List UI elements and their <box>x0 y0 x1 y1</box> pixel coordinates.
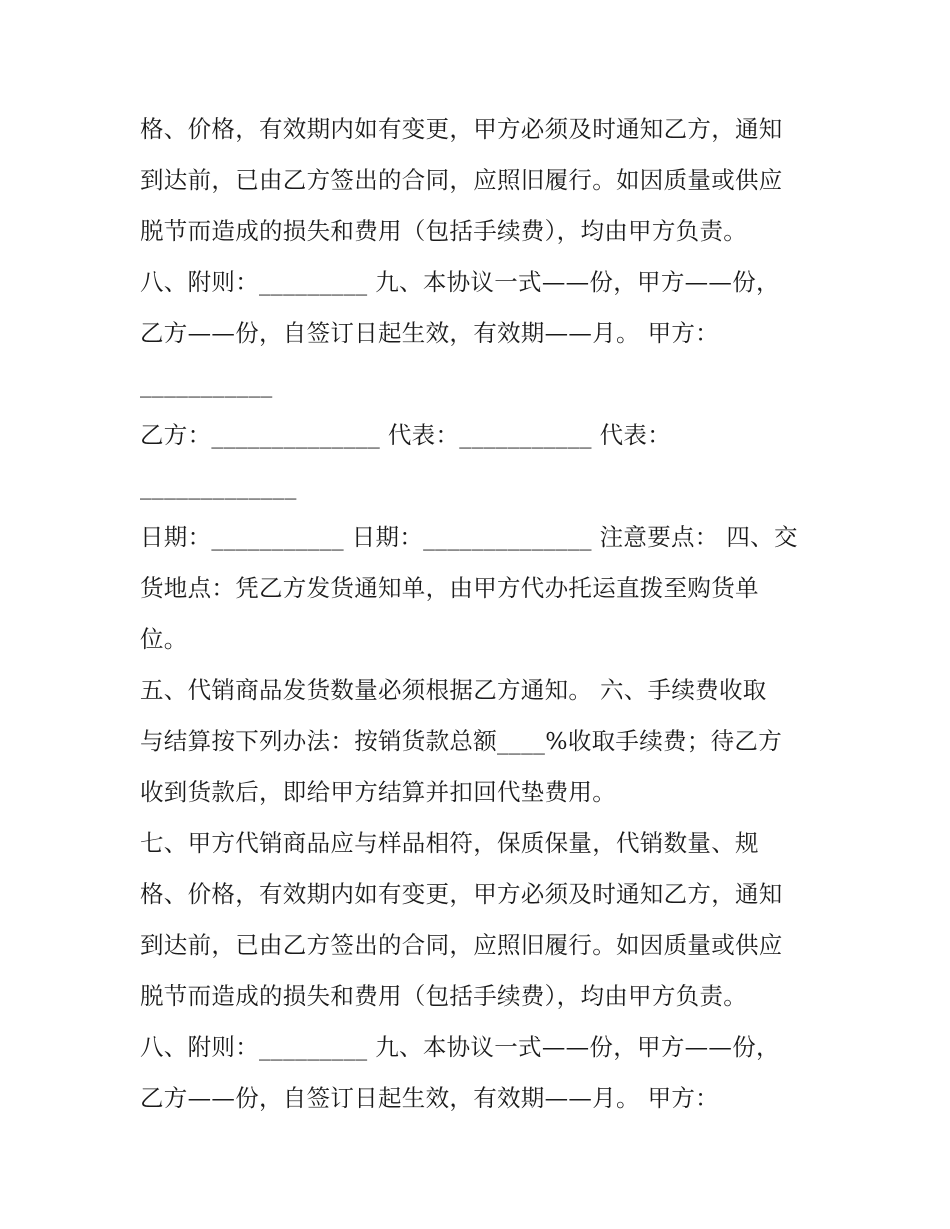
text-line: 脱节而造成的损失和费用（包括手续费），均由甲方负责。 <box>140 217 748 245</box>
text-line: 乙方：______________ 代表：___________ 代表： <box>140 421 671 449</box>
text-line: 脱节而造成的损失和费用（包括手续费），均由甲方负责。 <box>140 982 748 1010</box>
text-line: 格、价格，有效期内如有变更，甲方必须及时通知乙方，通知 <box>140 880 783 908</box>
text-line: 位。 <box>140 625 188 653</box>
text-line: 货地点：凭乙方发货通知单，由甲方代办托运直拨至购货单 <box>140 574 759 602</box>
text-line: 日期：___________ 日期：______________ 注意要点： 四、交 <box>140 523 798 551</box>
text-line: 八、附则：_________ 九、本协议一式——份，甲方——份， <box>140 268 780 296</box>
document-body <box>140 104 820 1124</box>
text-line: 七、甲方代销商品应与样品相符，保质保量，代销数量、规 <box>140 829 759 857</box>
text-line: 到达前，已由乙方签出的合同，应照旧履行。如因质量或供应 <box>140 166 783 194</box>
text-line: 八、附则：_________ 九、本协议一式——份，甲方——份， <box>140 1033 780 1061</box>
text-line: 乙方——份，自签订日起生效，有效期——月。 甲方： <box>140 319 719 347</box>
text-line: 与结算按下列办法：按销货款总额____%收取手续费；待乙方 <box>140 727 783 755</box>
text-line: 到达前，已由乙方签出的合同，应照旧履行。如因质量或供应 <box>140 931 783 959</box>
text-line: 五、代销商品发货数量必须根据乙方通知。 六、手续费收取 <box>140 676 767 704</box>
text-line: 收到货款后，即给甲方结算并扣回代垫费用。 <box>140 778 616 806</box>
text-line: _____________ <box>140 472 297 500</box>
text-line: 乙方——份，自签订日起生效，有效期——月。 甲方： <box>140 1084 719 1112</box>
text-line: ___________ <box>140 370 273 398</box>
text-line: 格、价格，有效期内如有变更，甲方必须及时通知乙方，通知 <box>140 115 783 143</box>
